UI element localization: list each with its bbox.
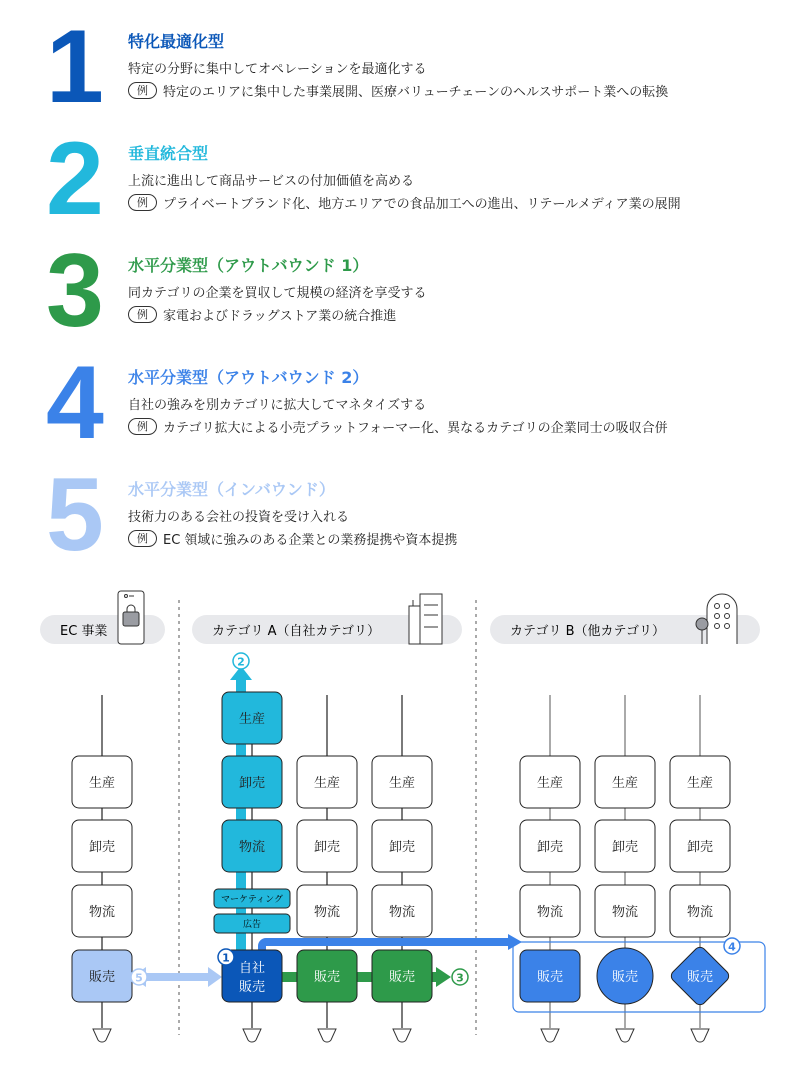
strategy-description: 上流に進出して商品サービスの付加価値を高める [128,174,415,189]
stage-logistics-label: 物流 [611,905,639,920]
stage-logistics-integrated-label: 物流 [238,840,266,855]
stage-production-integrated-label: 生産 [238,712,266,727]
strategy-title: 水平分業型（アウトバウンド 2） [128,368,369,387]
inbound-arrow [144,973,210,981]
stage-logistics-label: 物流 [88,905,116,920]
marker-label: 1 [222,951,230,965]
stage-logistics-label: 物流 [388,905,416,920]
stage-sales-acquired-label: 販売 [388,970,416,985]
strategy-number: 1 [46,9,104,125]
stage-production-label: 生産 [313,776,341,791]
strategy-description: 特定の分野に集中してオペレーションを最適化する [128,62,427,77]
strategy-number: 2 [46,121,104,237]
chain-end-triangle-icon [541,1029,559,1042]
stage-production-label: 生産 [388,776,416,791]
stage-sales-acquired-label: 販売 [313,970,341,985]
strategy-number: 4 [46,345,104,461]
stage-sales-ec-label: 販売 [88,970,116,985]
stage-wholesale-label: 卸売 [611,840,639,855]
marker-label: 3 [456,971,464,985]
stage-production-label: 生産 [88,776,116,791]
strategy-title: 垂直統合型 [128,144,209,163]
example-text: プライベートブランド化、地方エリアでの食品加工への進出、リテールメディア業の展開 [163,197,681,212]
strategy-description: 同カテゴリの企業を買収して規模の経済を享受する [128,286,427,301]
smartphone-shopping-icon [118,591,144,644]
strategy-number: 5 [46,457,104,573]
store-building-icon [696,594,737,644]
own-sales-label: 販売 [238,980,266,995]
stage-wholesale-label: 卸売 [686,840,714,855]
stage-wholesale-label: 卸売 [388,840,416,855]
strategy-number: 3 [46,233,104,349]
advertising-label: 広告 [242,920,262,930]
example-text: EC 領域に強みのある企業との業務提携や資本提携 [163,533,458,548]
strategy-title: 特化最適化型 [128,32,225,51]
stage-wholesale-label: 卸売 [536,840,564,855]
strategy-title: 水平分業型（アウトバウンド 1） [128,256,369,275]
chain-end-triangle-icon [243,1029,261,1042]
stage-wholesale-integrated-label: 卸売 [238,776,266,791]
marker-label: 2 [237,655,245,669]
stage-production-label: 生産 [611,776,639,791]
header-cat-b: カテゴリ B（他カテゴリ） [510,624,666,639]
chain-end-triangle-icon [318,1029,336,1042]
office-building-icon [409,594,442,644]
stage-wholesale-label: 卸売 [313,840,341,855]
marker-label: 5 [135,971,143,985]
arrow-head-icon [208,967,222,987]
example-tag: 例 [128,306,157,323]
chain-end-triangle-icon [616,1029,634,1042]
marketing-label: マーケティング [221,895,283,905]
header-cat-a: カテゴリ A（自社カテゴリ） [212,624,380,639]
stage-sales-square-label: 販売 [536,970,564,985]
strategy-description: 技術力のある会社の投資を受け入れる [128,510,350,525]
own-sales-label: 自社 [238,961,266,976]
stage-logistics-label: 物流 [313,905,341,920]
example-text: 特定のエリアに集中した事業展開、医療バリューチェーンのヘルスサポート業への転換 [163,85,669,100]
example-tag: 例 [128,418,157,435]
chain-end-triangle-icon [691,1029,709,1042]
example-tag: 例 [128,194,157,211]
marker-label: 4 [728,940,736,954]
example-tag: 例 [128,530,157,547]
chain-end-triangle-icon [93,1029,111,1042]
stage-sales-diamond-label: 販売 [686,970,714,985]
stage-logistics-label: 物流 [536,905,564,920]
stage-production-label: 生産 [536,776,564,791]
example-text: カテゴリ拡大による小売プラットフォーマー化、異なるカテゴリの企業同士の吸収合併 [163,421,668,436]
strategy-title: 水平分業型（インバウンド） [128,480,335,499]
stage-wholesale-label: 卸売 [88,840,116,855]
arrow-head-icon [436,967,451,987]
example-tag: 例 [128,82,157,99]
example-text: 家電およびドラッグストア業の統合推進 [163,309,397,324]
header-ec: EC 事業 [60,624,108,639]
stage-sales-circle-label: 販売 [611,970,639,985]
stage-production-label: 生産 [686,776,714,791]
stage-logistics-label: 物流 [686,905,714,920]
chain-end-triangle-icon [393,1029,411,1042]
strategy-description: 自社の強みを別カテゴリに拡大してマネタイズする [128,398,427,413]
